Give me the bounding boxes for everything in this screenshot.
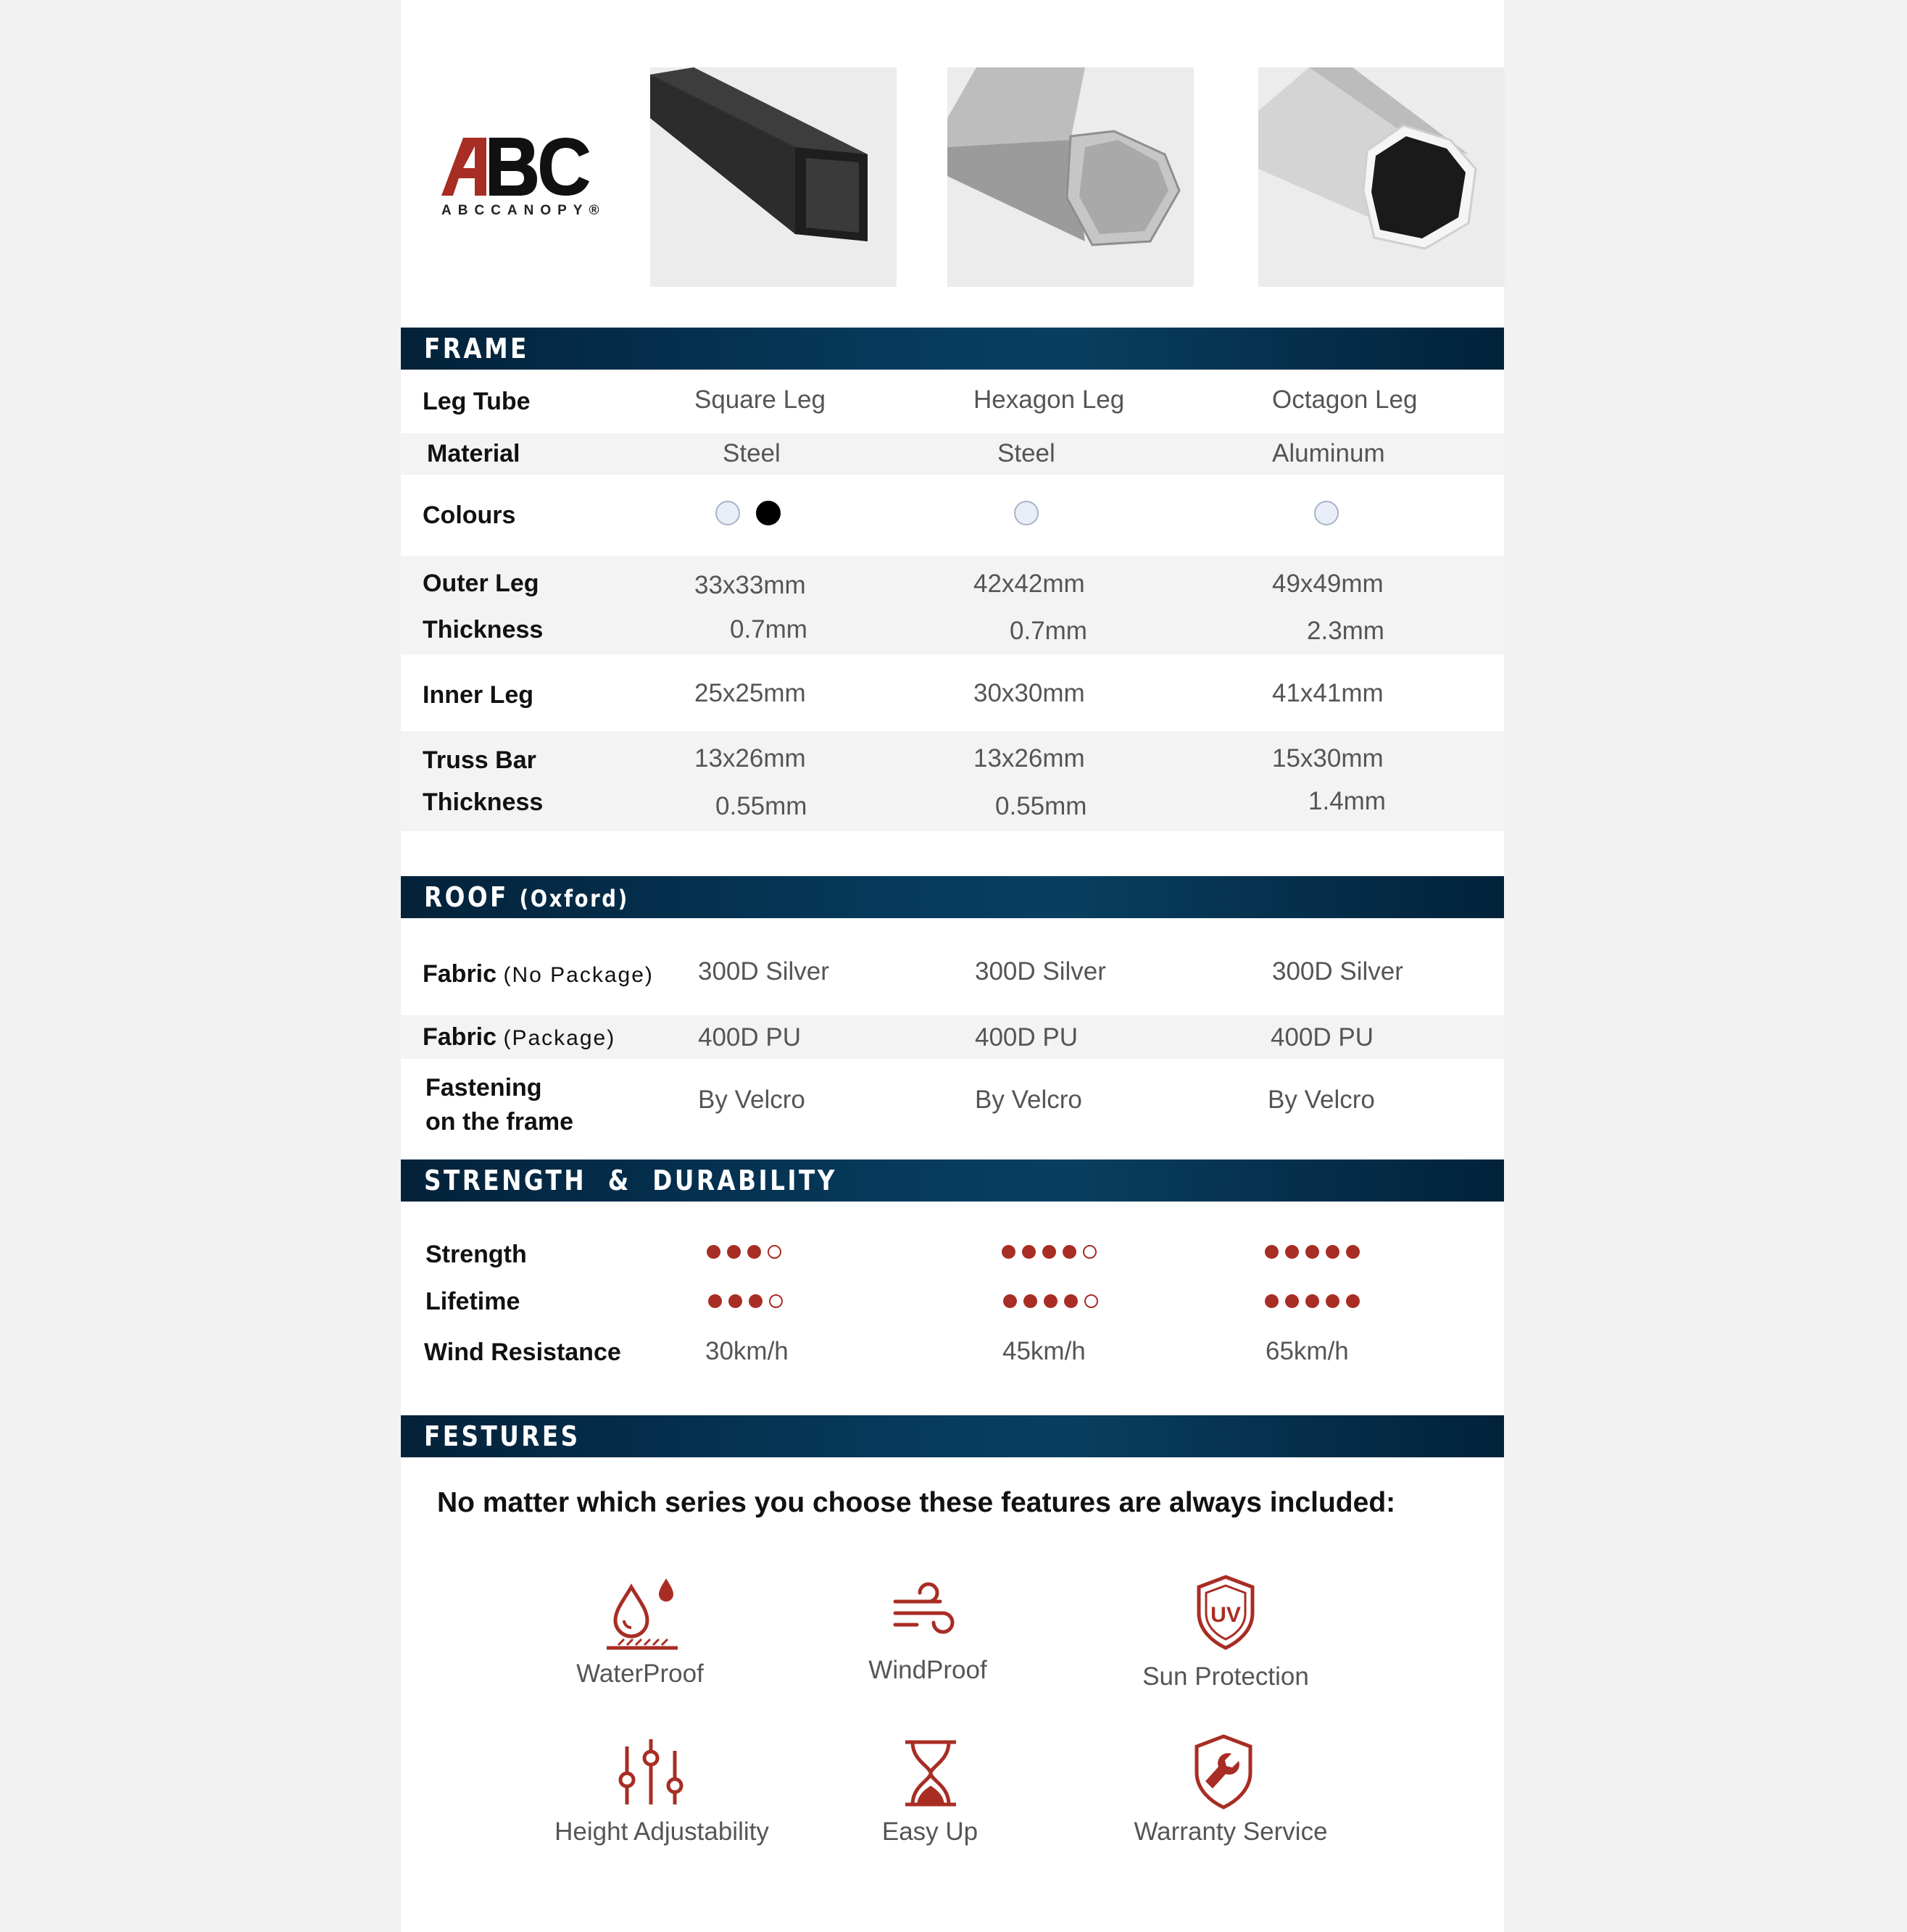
- rating-dot-filled: [1285, 1245, 1299, 1259]
- rating-dot-filled: [708, 1294, 722, 1308]
- octagon-leg-image: [1258, 67, 1505, 287]
- rating-dot-filled: [1305, 1294, 1319, 1308]
- square-leg-image: [650, 67, 897, 287]
- rating-dot-filled: [749, 1294, 763, 1308]
- lifetime-label: Lifetime: [425, 1288, 520, 1315]
- strength-rating-square: [707, 1245, 781, 1259]
- fastening-square: By Velcro: [698, 1086, 805, 1114]
- colour-swatch-silver: [1314, 501, 1339, 525]
- rating-dot-filled: [1002, 1245, 1015, 1259]
- features-section-header: [401, 1415, 1504, 1457]
- rating-dot-filled: [1326, 1245, 1339, 1259]
- inner-leg-square: 25x25mm: [694, 679, 806, 707]
- features-title: FESTURES: [424, 1420, 581, 1452]
- fabric-np-octagon: 300D Silver: [1272, 957, 1403, 986]
- rating-dot-filled: [1064, 1294, 1078, 1308]
- outer-thickness-octagon: 2.3mm: [1307, 617, 1384, 645]
- fabric-pkg-octagon: 400D PU: [1271, 1023, 1374, 1052]
- inner-leg-octagon: 41x41mm: [1272, 679, 1384, 707]
- fastening-hexagon: By Velcro: [975, 1086, 1082, 1114]
- strength-label: Strength: [425, 1241, 527, 1268]
- rating-dot-filled: [707, 1245, 720, 1259]
- truss-thickness-hexagon: 0.55mm: [995, 792, 1087, 820]
- fabric-no-package-label: [423, 960, 654, 988]
- roof-title-text: ROOF: [424, 881, 509, 913]
- inner-leg-hexagon: 30x30mm: [973, 679, 1085, 707]
- hexagon-leg-image: [947, 67, 1194, 287]
- material-square: Steel: [723, 439, 781, 467]
- fabric-pkg-square: 400D PU: [698, 1023, 802, 1052]
- wind-icon: [888, 1573, 968, 1652]
- wind-square: 30km/h: [705, 1337, 789, 1365]
- fabric-label: Fabric: [423, 960, 497, 988]
- truss-bar-square: 13x26mm: [694, 744, 806, 773]
- truss-thickness-square: 0.55mm: [715, 792, 807, 820]
- fabric-note: (No Package): [503, 963, 654, 987]
- material-label: Material: [427, 440, 520, 467]
- uv-shield-icon: [1186, 1573, 1266, 1652]
- rating-dot-filled: [1023, 1294, 1037, 1308]
- rating-dot-empty: [1084, 1294, 1098, 1308]
- rating-dot-filled: [1044, 1294, 1058, 1308]
- lifetime-rating-square: [708, 1294, 783, 1308]
- leg-tube-hexagon: Hexagon Leg: [973, 386, 1125, 414]
- rating-dot-filled: [1285, 1294, 1299, 1308]
- thickness-label: Thickness: [423, 616, 544, 644]
- leg-tube-octagon: Octagon Leg: [1272, 386, 1418, 414]
- lifetime-rating-octagon: [1265, 1294, 1360, 1308]
- rating-dot-filled: [747, 1245, 761, 1259]
- rating-dot-filled: [1022, 1245, 1036, 1259]
- fabric-np-hexagon: 300D Silver: [975, 957, 1106, 986]
- roof-section-header: [401, 876, 1504, 918]
- rating-dot-filled: [727, 1245, 741, 1259]
- outer-leg-hexagon: 42x42mm: [973, 570, 1085, 598]
- feature-label-warranty-service: Warranty Service: [1134, 1818, 1328, 1846]
- colour-swatch-black: [756, 501, 781, 525]
- outer-thickness-square: 0.7mm: [730, 615, 807, 644]
- rating-dot-empty: [768, 1245, 781, 1259]
- truss-thickness-octagon: 1.4mm: [1308, 787, 1386, 815]
- fabric-package-label: [423, 1023, 615, 1052]
- colours-label: Colours: [423, 501, 516, 529]
- leg-tube-label: Leg Tube: [423, 388, 531, 415]
- truss-bar-octagon: 15x30mm: [1272, 744, 1384, 773]
- inner-leg-label: Inner Leg: [423, 681, 534, 709]
- rating-dot-filled: [1265, 1245, 1279, 1259]
- feature-label-sun-protection: Sun Protection: [1142, 1662, 1309, 1691]
- rating-dot-filled: [1346, 1294, 1360, 1308]
- frame-title: FRAME: [424, 333, 529, 365]
- strength-rating-hexagon: [1002, 1245, 1097, 1259]
- rating-dot-filled: [1063, 1245, 1076, 1259]
- fabric-np-square: 300D Silver: [698, 957, 829, 986]
- sliders-icon: [611, 1732, 691, 1812]
- outer-thickness-hexagon: 0.7mm: [1010, 617, 1087, 645]
- colour-swatch-silver: [1014, 501, 1039, 525]
- truss-bar-label: Truss Bar: [423, 746, 536, 774]
- rating-dot-filled: [1305, 1245, 1319, 1259]
- feature-label-windproof: WindProof: [868, 1656, 987, 1684]
- fastening-label-line1: Fastening: [425, 1074, 542, 1102]
- wind-hexagon: 45km/h: [1002, 1337, 1086, 1365]
- rating-dot-filled: [1265, 1294, 1279, 1308]
- fabric-note: (Package): [503, 1026, 616, 1050]
- brand-tagline: ABCCANOPY®: [441, 203, 606, 218]
- truss-thickness-label: Thickness: [423, 788, 544, 816]
- feature-label-easy-up: Easy Up: [881, 1818, 979, 1846]
- outer-leg-label: Outer Leg: [423, 570, 539, 597]
- strength-rating-octagon: [1265, 1245, 1360, 1259]
- water-drop-icon: [602, 1573, 682, 1652]
- spec-sheet: [401, 0, 1504, 1932]
- fastening-label-line2: on the frame: [425, 1108, 574, 1136]
- rating-dot-empty: [769, 1294, 783, 1308]
- wind-resistance-label: Wind Resistance: [424, 1338, 621, 1366]
- lifetime-rating-hexagon: [1003, 1294, 1098, 1308]
- strength-section-header: [401, 1159, 1504, 1202]
- feature-label-height-adjustability: Height Adjustability: [554, 1818, 769, 1846]
- fabric-pkg-hexagon: 400D PU: [975, 1023, 1079, 1052]
- wind-octagon: 65km/h: [1266, 1337, 1349, 1365]
- rating-dot-filled: [728, 1294, 742, 1308]
- rating-dot-filled: [1346, 1245, 1360, 1259]
- roof-title: [424, 876, 629, 920]
- hourglass-icon: [891, 1732, 971, 1812]
- rating-dot-filled: [1003, 1294, 1017, 1308]
- outer-leg-octagon: 49x49mm: [1272, 570, 1384, 598]
- rating-dot-filled: [1326, 1294, 1339, 1308]
- svg-text:UV: UV: [1210, 1603, 1241, 1627]
- fastening-octagon: By Velcro: [1268, 1086, 1375, 1114]
- feature-label-waterproof: WaterProof: [576, 1660, 704, 1688]
- features-headline: No matter which series you choose these features are always included:: [437, 1487, 1396, 1518]
- fabric-label: Fabric: [423, 1023, 497, 1051]
- wrench-shield-icon: [1184, 1732, 1263, 1812]
- material-hexagon: Steel: [997, 439, 1055, 467]
- leg-tube-square: Square Leg: [694, 386, 826, 414]
- truss-bar-hexagon: 13x26mm: [973, 744, 1085, 773]
- roof-subtitle: (Oxford): [519, 885, 629, 912]
- strength-title: STRENGTH & DURABILITY: [424, 1165, 837, 1196]
- outer-leg-square: 33x33mm: [694, 571, 806, 599]
- rating-dot-empty: [1083, 1245, 1097, 1259]
- material-octagon: Aluminum: [1272, 439, 1385, 467]
- frame-section-header: [401, 328, 1504, 370]
- rating-dot-filled: [1042, 1245, 1056, 1259]
- colour-swatch-silver: [715, 501, 740, 525]
